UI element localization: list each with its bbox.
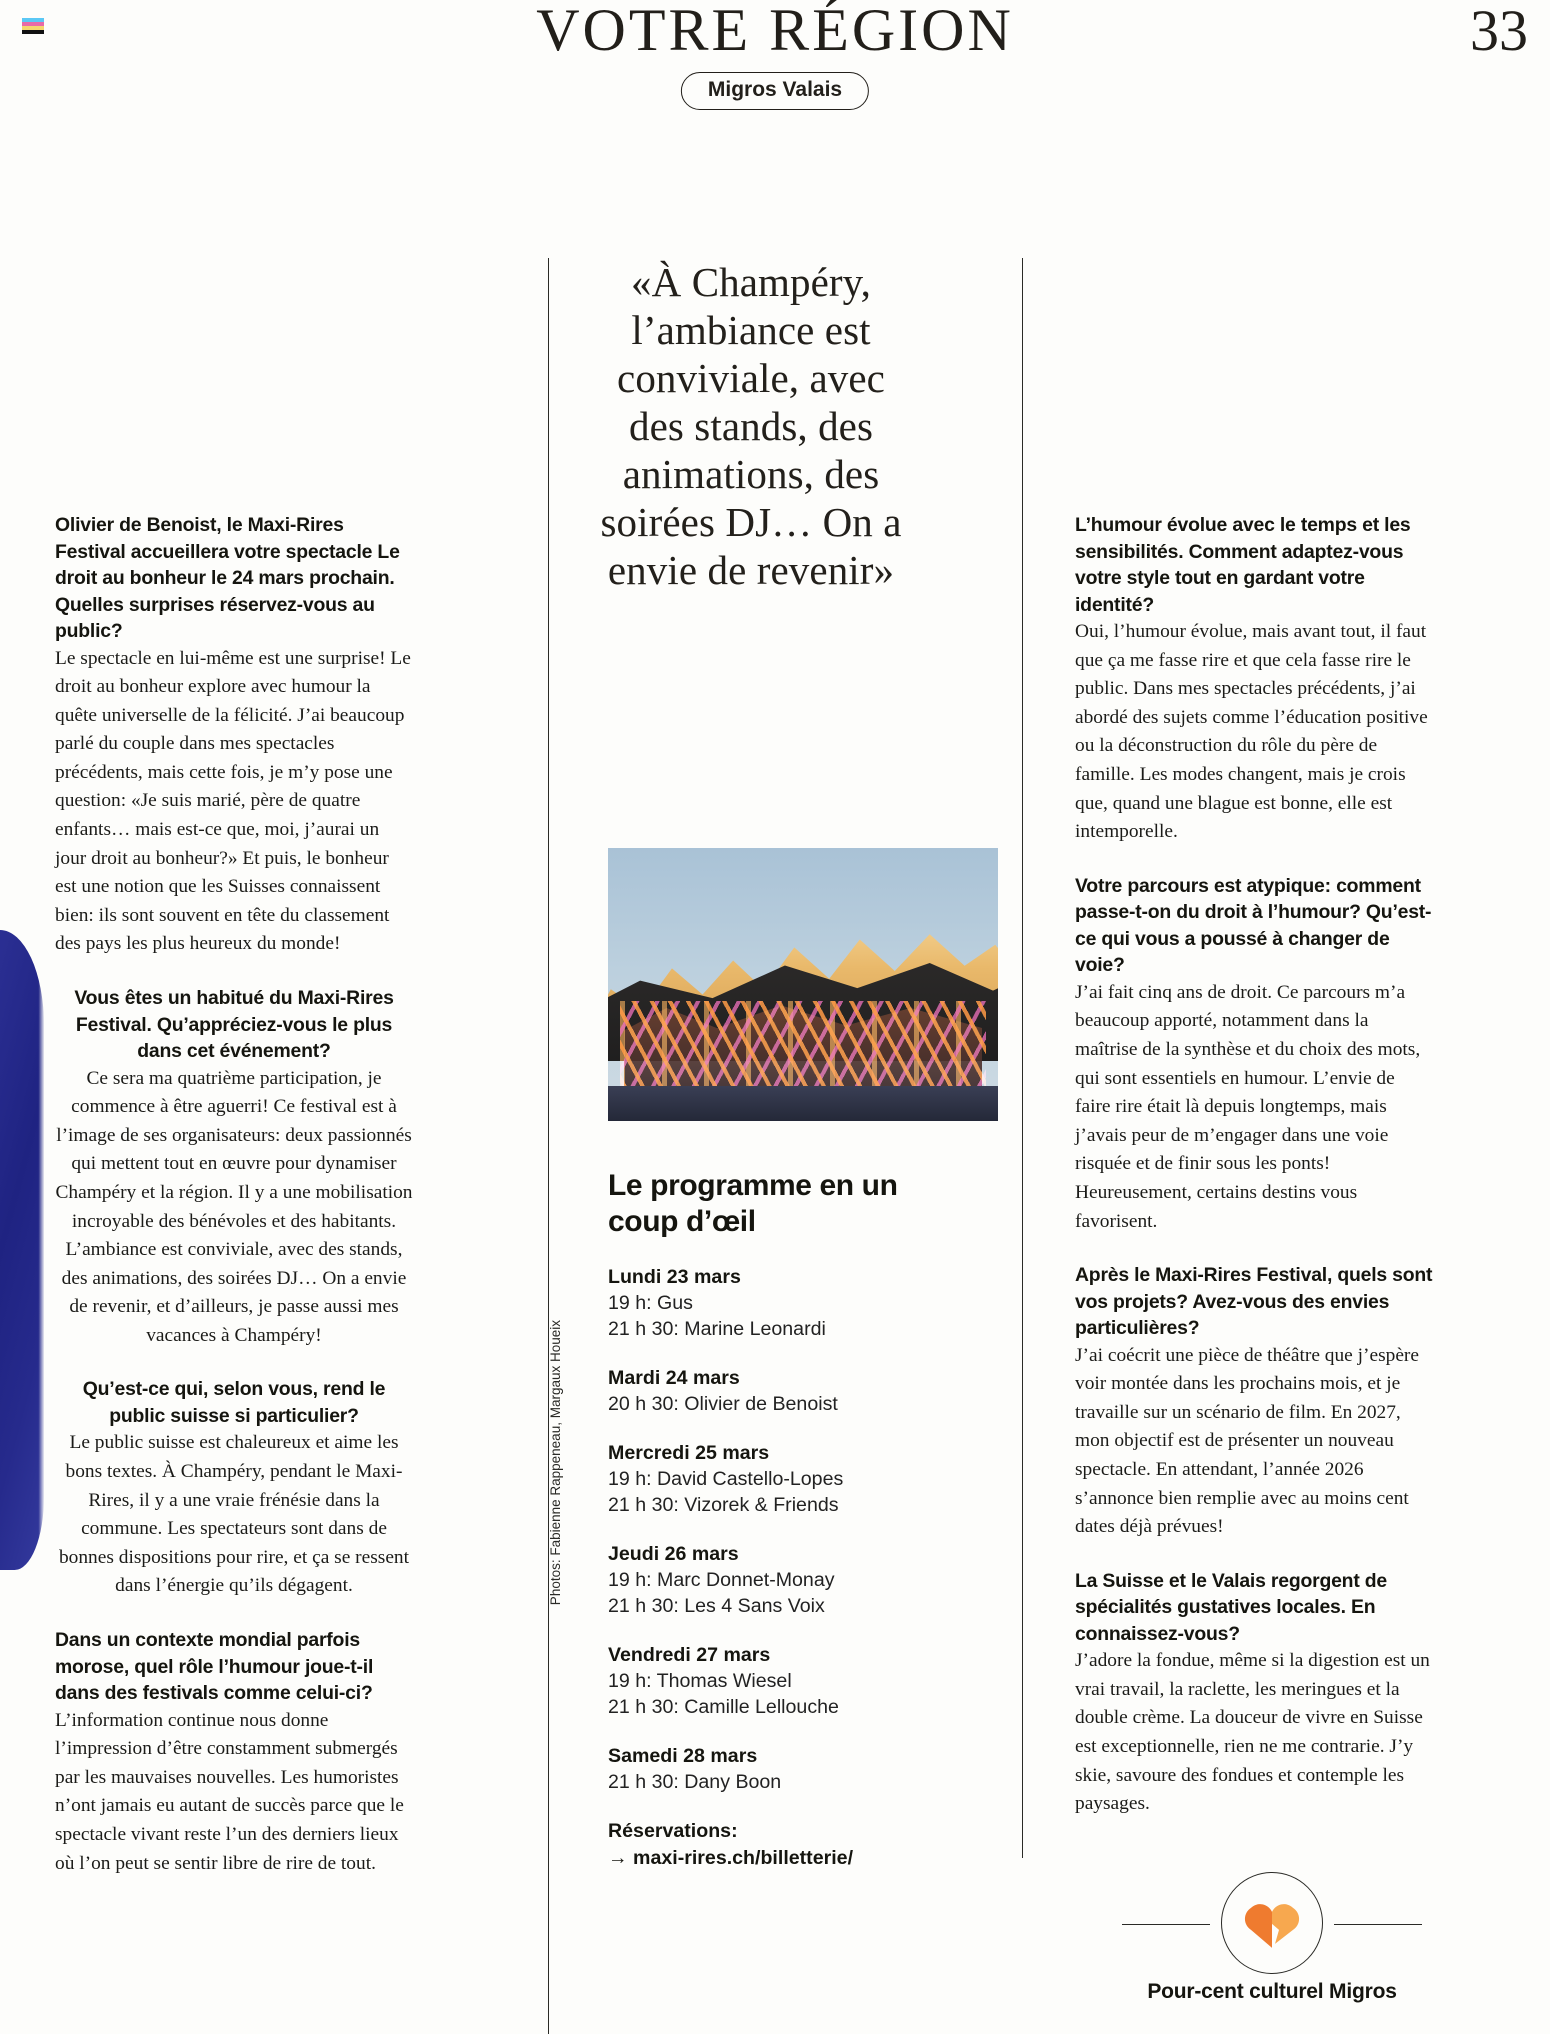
program-day-list (608, 1264, 908, 1795)
interview-question: Après le Maxi-Rires Festival, quels sont vos projets? Avez-vous des envies particulières? (1075, 1264, 1433, 1340)
program-day-label: Lundi 23 mars (608, 1266, 741, 1288)
interview-answer: Le public suisse est chaleureux et aime les bons textes. À Champéry, pendant le Maxi-Rires, il y a une vraie frénésie dans la commune. Les spectateurs sont dans de bonnes dispositions pour rire, et ça se ressent dans l’énergie qu’ils dégagent. (58, 1432, 410, 1597)
column-rule-right (1022, 258, 1023, 1858)
program-title: Le programme en un coup d’œil (608, 1169, 898, 1238)
interview-question: Votre parcours est atypique: comment passe-t-on du droit à l’humour? Qu’est-ce qui vous a poussé à changer de voie? (1075, 874, 1432, 977)
interview-question: Qu’est-ce qui, selon vous, rend le public suisse si particulier? (82, 1378, 386, 1427)
program-slot: 21 h 30: Dany Boon (608, 1771, 782, 1793)
logo-row (1122, 1872, 1422, 1976)
program-block (608, 1168, 908, 1872)
program-day (608, 1440, 908, 1518)
logo-rule-left (1122, 1924, 1210, 1925)
program-day (608, 1541, 908, 1619)
page-number: 33 (1470, 0, 1528, 63)
pullquote-text: «À Champéry, l’ambiance est conviviale, avec des stands, des animations, des soirées DJ… On a envie de revenir» (600, 259, 902, 593)
festival-stage-photo (608, 848, 998, 1121)
program-slot: 21 h 30: Marine Leonardi (608, 1318, 826, 1340)
logo-rule-right (1334, 1924, 1422, 1925)
program-day-label: Samedi 28 mars (608, 1745, 758, 1767)
program-slot: 21 h 30: Vizorek & Friends (608, 1494, 839, 1516)
interview-answer: L’information continue nous donne l’impression d’être constamment submergés par les mauvaises nouvelles. Les humoristes n’ont jamais eu autant de succès parce que le spectacle vivant reste l’un des derniers lieux où l’on peut se sentir libre de rire de tout. (55, 1709, 404, 1874)
reservations-label: Réservations: (608, 1820, 738, 1842)
program-day-label: Vendredi 27 mars (608, 1644, 771, 1666)
section-badge: Migros Valais (681, 72, 869, 110)
interview-question: La Suisse et le Valais regorgent de spécialités gustatives locales. En connaissez-vous? (1075, 1569, 1387, 1645)
program-day (608, 1743, 908, 1795)
interview-question: Olivier de Benoist, le Maxi-Rires Festival accueillera votre spectacle Le droit au bonheur le 24 mars prochain. Quelles surprises réservez-vous au public? (55, 514, 400, 642)
interview-answer: Ce sera ma quatrième participation, je commence à être aguerri! Ce festival est à l’image de ses organisateurs: deux passionnés qui mettent tout en œuvre pour dynamiser Champéry et la région. Il y a une mobilisation incroyable des bénévoles et des habitants. L’ambiance est conviviale, avec des stands, des animations, des soirées DJ… On a envie de revenir, et d’ailleurs, je passe aussi mes vacances à Champéry! (55, 1067, 413, 1346)
interview-question: L’humour évolue avec le temps et les sensibilités. Comment adaptez-vous votre style tout en gardant votre identité? (1075, 514, 1411, 616)
interview-answer: J’ai coécrit une pièce de théâtre que j’espère voir montée dans les prochains mois, et je travaille sur un scénario de film. En 2027, mon objectif est de présenter un nouveau spectacle. En attendant, l’année 2026 s’annonce bien remplie avec au moins cent dates déjà prévues! (1075, 1344, 1419, 1538)
interview-answer: J’adore la fondue, même si la digestion est un vrai travail, la raclette, les meringues et la double crème. La douceur de vivre en Suisse est exceptionnelle, rien ne me contrarie. J’y skie, savoure des fondues et contemple les paysages. (1075, 1650, 1430, 1815)
reservations-link[interactable]: → maxi-rires.ch/billetterie/ (608, 1847, 854, 1869)
program-day (608, 1642, 908, 1720)
portrait-photo-bleed (0, 930, 44, 1570)
article-column-right (1075, 512, 1435, 1845)
interview-answer: Le spectacle en lui-même est une surprise! Le droit au bonheur explore avec humour la quête universelle de la félicité. J’ai beaucoup parlé du couple dans mes spectacles précédents, mais cette fois, je m’y pose une question: «Je suis marié, père de quatre enfants… mais est-ce que, moi, j’aurai un jour droit au bonheur?» Et puis, le bonheur est une notion que les Suisses connaissent bien: ils sont souvent en tête du classement des pays les plus heureux du monde! (55, 647, 411, 955)
program-day (608, 1264, 908, 1342)
program-slot: 20 h 30: Olivier de Benoist (608, 1393, 838, 1415)
program-slot: 19 h: Gus (608, 1292, 693, 1314)
program-slot: 21 h 30: Camille Lellouche (608, 1696, 839, 1718)
interview-question: Vous êtes un habitué du Maxi-Rires Festival. Qu’appréciez-vous le plus dans cet événement? (74, 987, 394, 1063)
migros-culture-footer (1122, 1872, 1422, 2004)
program-day-label: Mardi 24 mars (608, 1367, 740, 1389)
heart-icon (1241, 1894, 1303, 1950)
program-slot: 19 h: Thomas Wiesel (608, 1670, 792, 1692)
logo-circle (1221, 1872, 1323, 1974)
program-day-label: Mercredi 25 mars (608, 1442, 770, 1464)
photo-credit: Photos: Fabienne Rappeneau, Margaux Houeix (548, 1320, 563, 1606)
program-slot: 19 h: Marc Donnet-Monay (608, 1569, 835, 1591)
program-day (608, 1365, 908, 1417)
pullquote-block (598, 258, 904, 594)
interview-answer: Oui, l’humour évolue, mais avant tout, il faut que ça me fasse rire et que cela fasse rire le public. Dans mes spectacles précédents, j’ai abordé des sujets comme l’éducation positive ou la déconstruction du rôle du père de famille. Les modes changent, mais je crois que, quand une blague est bonne, elle est intemporelle. (1075, 621, 1428, 843)
interview-answer: J’ai fait cinq ans de droit. Ce parcours m’a beaucoup apporté, notamment dans la maîtrise de la synthèse et du choix des mots, qui sont essentiels en humour. L’envie de faire rire était là depuis longtemps, mais j’avais peur de m’engager dans une voie risquée et de finir sous les ponts! Heureusement, certains destins vous favorisent. (1075, 981, 1421, 1232)
column-rule-left (548, 258, 549, 2034)
program-slot: 21 h 30: Les 4 Sans Voix (608, 1595, 825, 1617)
article-column-left (55, 512, 413, 1904)
program-slot: 19 h: David Castello-Lopes (608, 1468, 844, 1490)
program-day-label: Jeudi 26 mars (608, 1543, 739, 1565)
photo-foreground (608, 1086, 998, 1121)
page-title: VOTRE RÉGION (536, 0, 1014, 63)
interview-question: Dans un contexte mondial parfois morose, quel rôle l’humour joue-t-il dans des festivals comme celui-ci? (55, 1629, 374, 1705)
footer-label: Pour-cent culturel Migros (1147, 1980, 1397, 2003)
masthead (0, 0, 1550, 118)
